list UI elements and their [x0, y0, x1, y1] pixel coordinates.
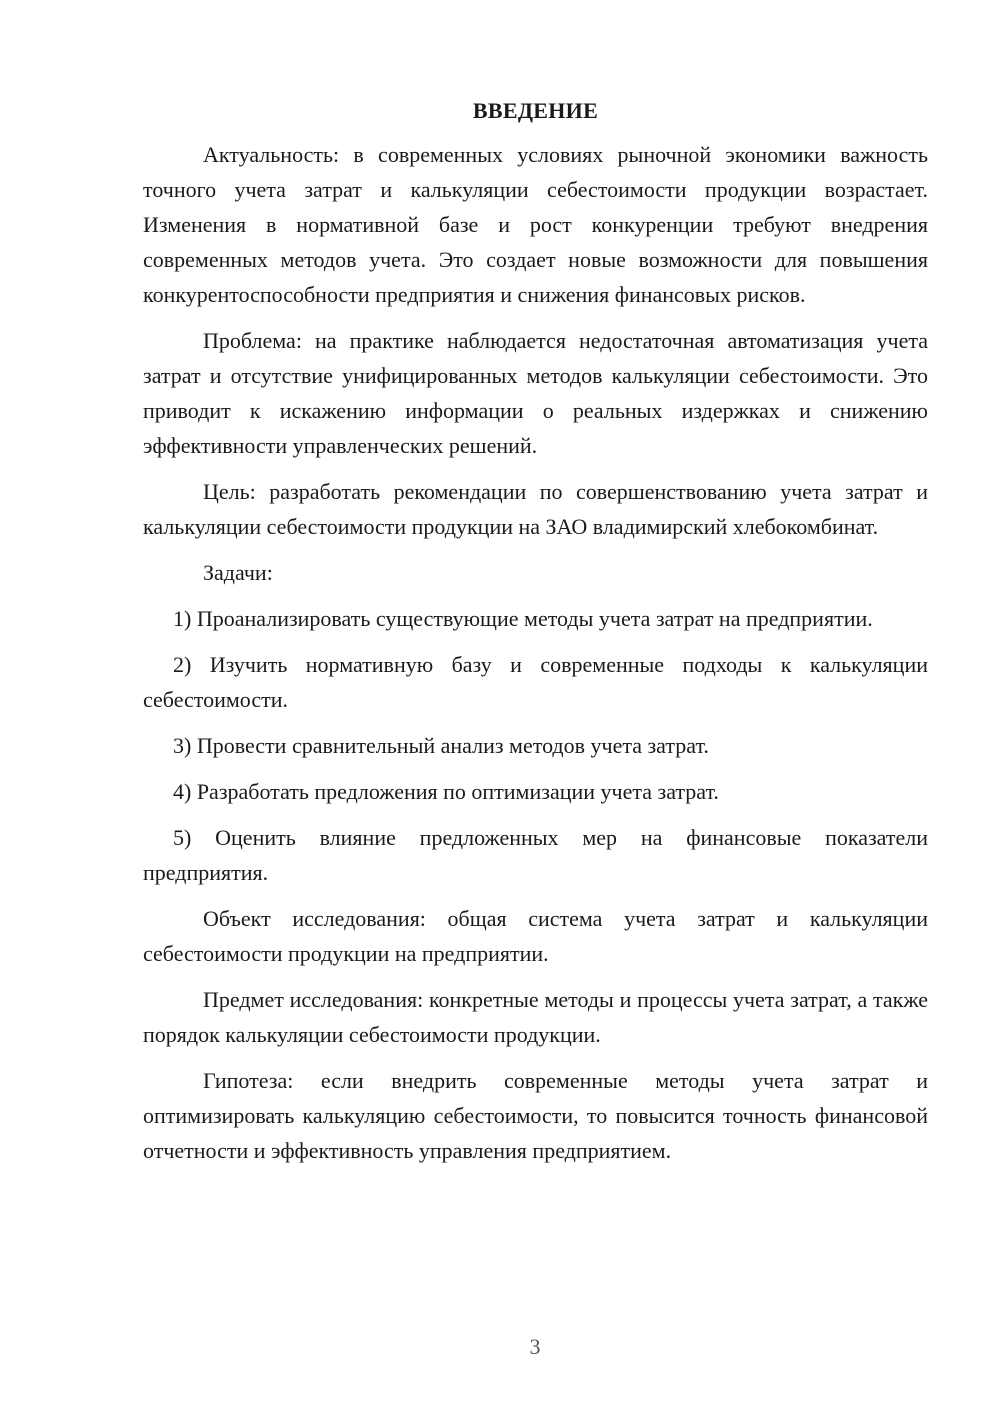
paragraph-goal: Цель: разработать рекомендации по совершенствованию учета затрат и калькуляции себестоимости продукции на ЗАО владимирский хлебокомбинат. — [143, 479, 928, 539]
paragraph-subject: Предмет исследования: конкретные методы и процессы учета затрат, а также порядок калькуляции себестоимости продукции. — [143, 987, 928, 1047]
paragraph-hypothesis: Гипотеза: если внедрить современные методы учета затрат и оптимизировать калькуляцию себестоимости, то повысится точность финансовой отчетности и эффективность управления предприятием. — [143, 1068, 928, 1163]
task-item-5: 5) Оценить влияние предложенных мер на финансовые показатели предприятия. — [143, 825, 928, 885]
paragraph-problem: Проблема: на практике наблюдается недостаточная автоматизация учета затрат и отсутствие унифицированных методов калькуляции себестоимости. Это приводит к искажению информации о реальных издержках и снижению эффективности управленческих решений. — [143, 328, 928, 458]
task-item-1: 1) Проанализировать существующие методы учета затрат на предприятии. — [173, 606, 873, 631]
page-number: 3 — [529, 1334, 541, 1359]
task-item-4: 4) Разработать предложения по оптимизации учета затрат. — [173, 779, 719, 804]
document-page — [143, 95, 928, 1179]
paragraph-object: Объект исследования: общая система учета затрат и калькуляции себестоимости продукции на предприятии. — [143, 906, 928, 966]
task-item-3: 3) Провести сравнительный анализ методов учета затрат. — [173, 733, 709, 758]
page-title: ВВЕДЕНИЕ — [472, 98, 599, 123]
task-item-2: 2) Изучить нормативную базу и современные подходы к калькуляции себестоимости. — [143, 652, 928, 712]
tasks-heading: Задачи: — [203, 560, 273, 585]
paragraph-relevance: Актуальность: в современных условиях рыночной экономики важность точного учета затрат и калькуляции себестоимости продукции возрастает. Изменения в нормативной базе и рост конкуренции требуют внедрения современных методов учета. Это создает новые возможности для повышения конкурентоспособности предприятия и снижения финансовых рисков. — [143, 142, 928, 307]
